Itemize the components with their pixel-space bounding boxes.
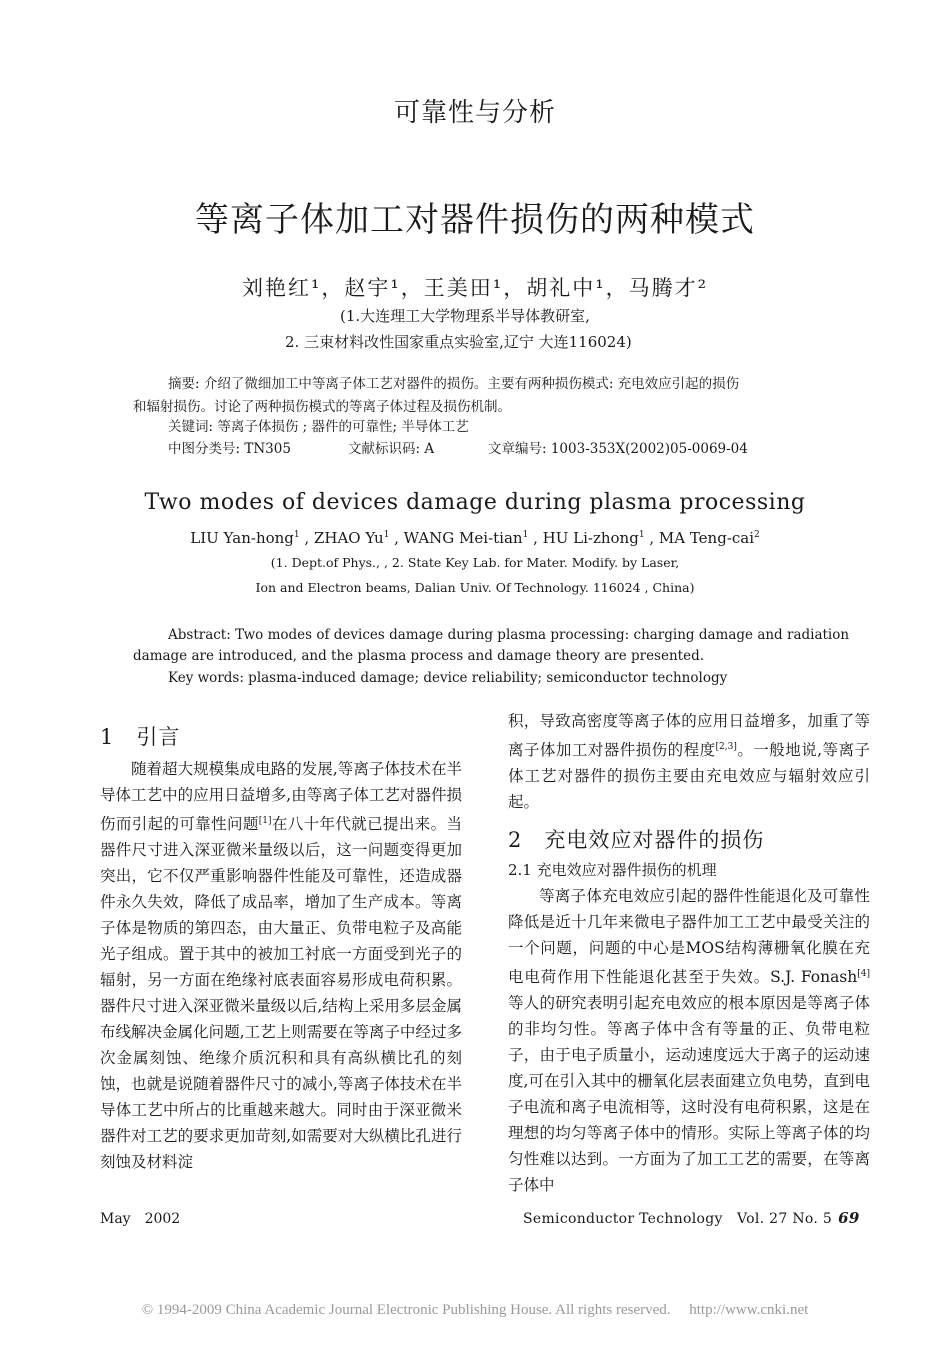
paper-title-en: Two modes of devices damage during plasma processing <box>144 490 806 515</box>
section-1-cont-text-a: 积，导致高密度等离子体的应用日益增多，加重了等离子体加工对器件损伤的程度 <box>508 712 870 760</box>
section-2-1-text-a: 等离子体充电效应引起的器件性能退化及可靠性降低是近十几年来微电子器件加工工艺中最受关注的一个问题，问题的中心是MOS结构薄栅氧化膜在充电电荷作用下性能退化甚至于失效。S.J. Fonash <box>508 887 870 987</box>
citation-2-3: [2,3] <box>715 742 737 752</box>
section-1-heading: 1 引言 <box>100 725 181 749</box>
abstract-cn-line-1: 摘要: 介绍了微细加工中等离子体工艺对器件的损伤。主要有两种损伤模式: 充电效应引起的损伤 <box>168 376 740 392</box>
footer-date: May 2002 <box>100 1211 181 1227</box>
clc-number: 中图分类号: TN305 <box>168 441 291 457</box>
article-id: 文章编号: 1003-353X(2002)05-0069-04 <box>488 441 748 457</box>
authors-en <box>0 529 950 547</box>
copyright-watermark: © 1994-2009 China Academic Journal Electronic Publishing House. All rights reserved. http://www.cnki.net <box>141 1302 809 1318</box>
author-en-2-mark: 1 <box>383 530 390 540</box>
keywords-en: Key words: plasma-induced damage; device reliability; semiconductor technology <box>168 670 728 686</box>
document-code: 文献标识码: A <box>348 441 435 457</box>
section-2-1-paragraph <box>508 883 870 1198</box>
author-en-4: , HU Li-zhong <box>533 529 639 547</box>
affiliation-en-line-2: Ion and Electron beams, Dalian Univ. Of Technology. 116024 , China) <box>255 580 695 595</box>
section-1-paragraph <box>100 756 462 1175</box>
section-1-text-b: 在八十年代就已提出来。当器件尺寸进入深亚微米量级以后，这一问题变得更加突出，它不仅严重影响器件性能及可靠性，还造成器件永久失效，降低了成品率，增加了生产成本。等离子体是物质的第四态，由大量正、负带电粒子及高能光子组成。置于其中的被加工衬底一方面受到光子的辐射，另一方面在绝缘衬底表面容易形成电荷积累。器件尺寸进入深亚微米量级以后,结构上采用多层金属布线解决金属化问题,工艺上则需要在等离子中经过多次金属刻蚀、绝缘介质沉积和具有高纵横比孔的刻蚀，也就是说随着器件尺寸的减小,等离子体技术在半导体工艺中所占的比重越来越大。同时由于深亚微米器件对工艺的要求更加苛刻,如需要对大纵横比孔进行刻蚀及材料淀 <box>100 815 462 1172</box>
author-en-4-mark: 1 <box>638 530 645 540</box>
affiliation-en-line-1: (1. Dept.of Phys., , 2. State Key Lab. for Mater. Modify. by Laser, <box>270 555 680 570</box>
author-en-3: , WANG Mei-tian <box>394 529 523 547</box>
author-en-5-mark: 2 <box>754 530 760 540</box>
section-2-1-heading: 2.1 充电效应对器件损伤的机理 <box>508 861 717 880</box>
body-column-right <box>508 708 870 1198</box>
author-en-2: , ZHAO Yu <box>304 529 384 547</box>
paper-title-cn: 等离子体加工对器件损伤的两种模式 <box>195 200 755 240</box>
body-column-left <box>100 722 462 1175</box>
footer-journal <box>523 1208 860 1228</box>
author-en-1: LIU Yan-hong <box>190 529 294 547</box>
authors-cn: 刘艳红¹，赵宇¹，王美田¹，胡礼中¹，马腾才² <box>241 276 709 300</box>
citation-1: [1] <box>258 816 272 826</box>
keywords-cn: 关键词: 等离子体损伤 ; 器件的可靠性; 半导体工艺 <box>168 419 469 435</box>
affiliation-cn-line-2: 2. 三束材料改性国家重点实验室,辽宁 大连116024) <box>285 333 632 351</box>
section-1-text-a: 随着超大规模集成电路的发展,等离子体技术在半导体工艺中的应用日益增多,由等离子体工艺对器件损伤而引起的可靠性问题 <box>100 760 462 834</box>
section-2-heading: 2 充电效应对器件的损伤 <box>508 828 765 853</box>
footer-journal-name: Semiconductor Technology Vol. 27 No. 5 <box>523 1211 833 1227</box>
section-header: 可靠性与分析 <box>393 98 556 128</box>
author-en-5: , MA Teng-cai <box>649 529 755 547</box>
author-en-1-mark: 1 <box>293 530 300 540</box>
footer-page-number: 69 <box>838 1209 860 1227</box>
author-en-3-mark: 1 <box>522 530 529 540</box>
abstract-en-line-1: Abstract: Two modes of devices damage during plasma processing: charging damage and radiation <box>168 627 850 643</box>
affiliation-cn-line-1: (1.大连理工大学物理系半导体教研室, <box>340 307 590 325</box>
abstract-en-line-2: damage are introduced, and the plasma process and damage theory are presented. <box>133 648 705 664</box>
abstract-cn-line-2: 和辐射损伤。讨论了两种损伤模式的等离子体过程及损伤机制。 <box>133 399 511 415</box>
section-1-cont-text-b: 。一般地说,等离子体工艺对器件的损伤主要由充电效应与辐射效应引起。 <box>508 741 870 812</box>
section-2-1-text-b: 等人的研究表明引起充电效应的根本原因是等离子体的非均匀性。等离子体中含有等量的正、负带电粒子，由于电子质量小，运动速度远大于离子的运动速度,可在引入其中的栅氧化层表面建立负电势，直到电子电流和离子电流相等，这时没有电荷积累，这是在理想的均匀等离子体中的情形。实际上等离子体的均匀性难以达到。一方面为了加工工艺的需要，在等离子体中 <box>508 994 870 1195</box>
classification-row <box>168 440 868 459</box>
section-1-continuation <box>508 708 870 815</box>
citation-4: [4] <box>857 969 870 980</box>
